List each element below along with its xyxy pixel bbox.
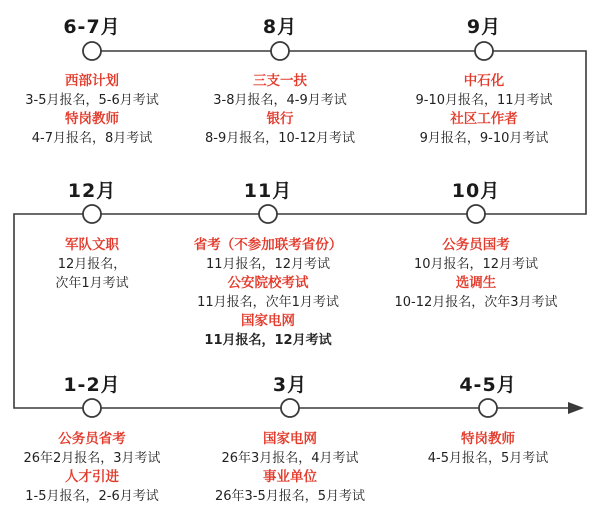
detail-text: 4-7月报名，8月考试 <box>31 131 153 146</box>
detail-text: 26年3-5月报名，5月考试 <box>214 489 366 504</box>
category-label: 公务员国考 <box>442 237 510 253</box>
timeline-node-3月 <box>281 399 299 417</box>
category-label: 军队文职 <box>65 237 119 253</box>
category-label: 国家电网 <box>241 313 295 329</box>
timeline-node-11月 <box>259 205 277 223</box>
month-label-11: 11月 <box>243 180 293 202</box>
event-block-10 <box>394 236 557 312</box>
category-label: 社区工作者 <box>450 111 518 127</box>
detail-text: 11月报名，次年1月考试 <box>197 295 339 310</box>
detail-text: 3-5月报名，5-6月考试 <box>25 93 159 108</box>
timeline-node-9月 <box>475 42 493 60</box>
month-label-12: 12月 <box>67 180 117 202</box>
event-block-4-5 <box>428 430 549 468</box>
month-label-10: 10月 <box>451 180 501 202</box>
category-label: 国家电网 <box>262 431 317 447</box>
category-label: 人才引进 <box>65 469 119 485</box>
event-block-9 <box>415 72 552 148</box>
category-label: 三支一扶 <box>252 73 307 89</box>
event-block-1-2 <box>23 430 160 506</box>
timeline-node-8月 <box>271 42 289 60</box>
month-label-6-7: 6-7月 <box>63 16 121 38</box>
timeline-arrow-icon <box>568 402 584 414</box>
timeline-node-12月 <box>83 205 101 223</box>
event-block-3 <box>215 430 365 506</box>
detail-text: 4-5月报名，5月考试 <box>427 451 549 466</box>
category-label: 银行 <box>266 111 294 127</box>
timeline-node-1-2月 <box>83 399 101 417</box>
month-label-4-5: 4-5月 <box>459 374 517 396</box>
detail-text: 10月报名，12月考试 <box>413 257 539 272</box>
month-label-8: 8月 <box>262 16 298 38</box>
category-label: 公安院校考试 <box>227 275 309 291</box>
detail-text: 次年1月考试 <box>55 276 129 291</box>
event-block-8 <box>205 72 355 148</box>
detail-text: 1-5月报名，2-6月考试 <box>25 489 159 504</box>
category-label: 西部计划 <box>65 73 119 89</box>
category-label: 选调生 <box>455 275 497 291</box>
timeline-node-10月 <box>467 205 485 223</box>
category-label: 省考（不参加联考省份） <box>193 237 343 253</box>
category-label: 公务员省考 <box>58 431 126 447</box>
detail-text: 11月报名，12月考试 <box>204 333 332 348</box>
category-label: 特岗教师 <box>460 431 515 447</box>
timeline-node-6-7月 <box>83 42 101 60</box>
detail-text: 10-12月报名，次年3月考试 <box>394 295 558 310</box>
category-label: 特岗教师 <box>65 111 119 127</box>
category-label: 中石化 <box>463 73 505 89</box>
detail-text: 3-8月报名，4-9月考试 <box>213 93 347 108</box>
category-label: 事业单位 <box>262 469 317 485</box>
event-block-12 <box>55 236 128 293</box>
month-label-1-2: 1-2月 <box>63 374 121 396</box>
detail-text: 26年2月报名，3月考试 <box>23 451 161 466</box>
detail-text: 11月报名，12月考试 <box>205 257 331 272</box>
event-block-6-7 <box>25 72 158 148</box>
month-label-9: 9月 <box>466 16 502 38</box>
detail-text: 26年3月报名，4月考试 <box>221 451 359 466</box>
timeline-node-4-5月 <box>479 399 497 417</box>
detail-text: 9月报名，9-10月考试 <box>419 131 549 146</box>
detail-text: 9-10月报名，11月考试 <box>415 93 553 108</box>
detail-text: 12月报名， <box>57 257 127 272</box>
detail-text: 8-9月报名，10-12月考试 <box>204 131 356 146</box>
event-block-11 <box>194 236 343 350</box>
month-label-3: 3月 <box>272 374 308 396</box>
